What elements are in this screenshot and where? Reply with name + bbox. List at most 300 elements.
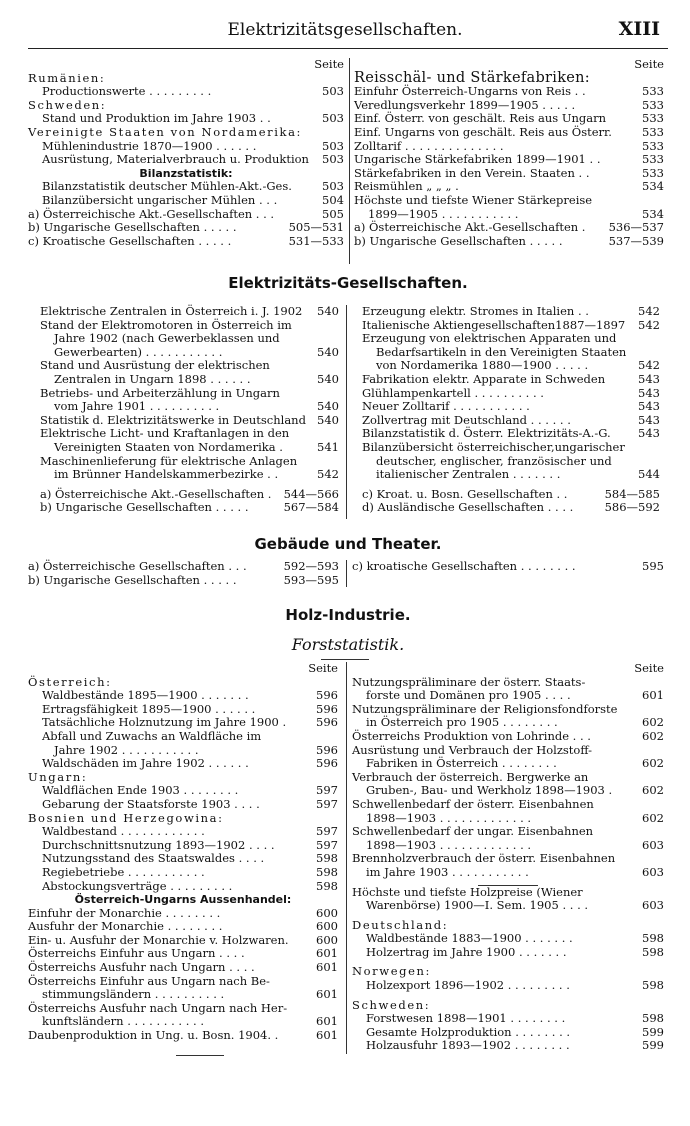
entry-page-ref: 537—539 [608,233,664,248]
entry-text: Höchste und tiefste Wiener Stärkepreise [354,192,593,207]
entry-page-ref: 598 [642,944,664,959]
entry-page-ref: 505 [322,206,344,221]
index-entry [40,346,339,360]
entry-text: d) Ausländische Gesellschaften . . . . [362,500,574,515]
entry-text: Schweden: [352,997,431,1012]
index-entry [362,468,660,482]
index-entry [28,852,338,866]
entry-text: im Brünner Handelskammerbezirke . . [54,467,279,482]
entry-text: 1898—1903 . . . . . . . . . . . . . [366,810,532,825]
entry-page-ref: 597 [316,824,338,839]
top-left-column [28,58,344,248]
index-entry [352,1026,664,1040]
entry-page-ref: 595 [642,559,664,573]
entry-text: Holzausfuhr 1893—1902 . . . . . . . . [366,1038,570,1053]
index-entry [40,441,339,455]
entry-page-ref: 503 [322,152,344,167]
entry-page-ref: 602 [642,728,664,743]
entry-page-ref: 601 [642,688,664,703]
subsection-heading-forst: Forststatistik. [291,635,405,654]
entry-page-ref: 533 [642,111,664,126]
entry-text: a) Österreichische Gesellschaften . . . [28,559,247,573]
index-subheading [28,99,344,113]
holz-right-column [352,662,664,1053]
entry-page-ref: 603 [642,864,664,879]
entry-text: Erzeugung von elektrischen Apparaten und [362,331,617,346]
entry-text: Bilanzübersicht ungarischer Mühlen . . . [42,192,278,207]
index-entry [352,839,664,853]
index-subheading [28,893,338,907]
entry-page-ref: 598 [316,864,338,879]
entry-page-ref: 601 [316,946,338,961]
entry-text: Regiebetriebe . . . . . . . . . . . [42,864,205,879]
gebaeude-left-column [28,560,339,587]
entry-text: Österreich: [28,674,112,689]
top-right-column [354,58,664,248]
entry-text: Stand der Elektromotoren in Österreich im [40,317,292,332]
entry-text: Deutschland: [352,917,449,932]
column-page-heading [28,58,344,72]
entry-page-ref: 602 [642,810,664,825]
index-entry [28,689,338,703]
entry-text: 1898—1903 . . . . . . . . . . . . . [366,837,532,852]
column-divider [346,560,347,587]
index-entry [352,676,664,690]
index-subheading [354,69,664,86]
entry-text: Waldflächen Ende 1903 . . . . . . . . [42,783,239,798]
index-entry [354,167,664,181]
gebaeude-right-column [352,560,664,574]
index-entry [352,812,664,826]
entry-page-ref: 593—595 [283,572,339,587]
index-entry [354,153,664,167]
index-entry [352,886,664,900]
entry-page-ref: 596 [316,742,338,757]
index-entry [352,825,664,839]
entry-page-ref: 542 [638,358,660,373]
entry-text: c) Kroatische Gesellschaften . . . . . [28,233,232,248]
subsection-rule [321,659,369,660]
index-entry [352,1012,664,1026]
column-divider [349,58,350,264]
entry-text: Schwellenbedarf der ungar. Eisenbahnen [352,824,594,839]
entry-page-ref: 601 [316,960,338,975]
index-entry [40,305,339,319]
index-entry [40,455,339,469]
entry-text: Erzeugung elektr. Stromes in Italien . . [362,304,589,318]
column-divider [346,662,347,1054]
entry-page-ref: 598 [642,931,664,946]
entry-text: Italienische Aktiengesellschaften1887—1897 [362,317,626,332]
index-entry [28,208,344,222]
index-entry [352,852,664,866]
entry-text: Holzexport 1896—1902 . . . . . . . . . [366,978,570,993]
holz-left-column [28,662,338,1043]
entry-text: Fabriken in Österreich . . . . . . . . [366,756,557,771]
entry-text: italienischer Zentralen . . . . . . . [376,467,561,482]
entry-text: Einf. Ungarns von geschält. Reis aus Österr. [354,124,612,139]
entry-text: Einf. Österr. von geschält. Reis aus Ungarn [354,111,607,126]
index-entry [40,501,339,515]
entry-page-ref: 601 [316,987,338,1002]
index-entry [362,414,660,428]
entry-text: Forstwesen 1898—1901 . . . . . . . . [366,1011,566,1026]
entry-text: Gruben-, Bau- und Werkholz 1898—1903 . [366,783,613,798]
entry-page-ref: 602 [642,715,664,730]
entry-text: forste und Domänen pro 1905 . . . . [366,688,571,703]
entry-text: Zentralen in Ungarn 1898 . . . . . . [54,371,251,386]
entry-text: Mühlenindustrie 1870—1900 . . . . . . [42,138,257,153]
entry-text: Reisschäl- und Stärkefabriken: [354,69,590,86]
entry-text: Verbrauch der österreich. Bergwerke an [352,769,589,784]
entry-page-ref: 504 [322,192,344,207]
entry-page-ref: 584—585 [604,486,660,501]
index-entry [354,99,664,113]
index-entry [28,180,344,194]
entry-page-ref: 533 [642,124,664,139]
index-entry [28,1002,338,1016]
index-subheading [28,167,344,181]
index-subheading [28,771,338,785]
entry-text: Gebarung der Staatsforste 1903 . . . . [42,796,260,811]
entry-text: Stand und Ausrüstung der elektrischen [40,358,270,373]
index-entry [28,947,338,961]
entry-page-ref: 505—531 [288,220,344,235]
index-entry [352,932,664,946]
index-entry [40,319,339,333]
entry-text: Ausrüstung, Materialverbrauch u. Produktion [42,152,309,167]
index-entry [28,153,344,167]
index-entry [28,560,339,574]
entry-text: Schwellenbedarf der österr. Eisenbahnen [352,796,594,811]
entry-text: Österreichs Ausfuhr nach Ungarn . . . . [28,960,255,975]
section-heading-holz: Holz-Industrie. [285,606,411,624]
index-subheading [28,676,338,690]
index-entry [28,235,344,249]
entry-page-ref: 600 [316,932,338,947]
index-entry [28,703,338,717]
entry-page-ref: 597 [316,783,338,798]
entry-text: Tatsächliche Holznutzung im Jahre 1900 . [42,715,287,730]
index-entry [354,208,664,222]
index-entry [354,112,664,126]
entry-text: Zollvertrag mit Deutschland . . . . . . [362,412,571,427]
index-entry [40,468,339,482]
column-divider [346,305,347,519]
entry-page-ref: 503 [322,179,344,194]
index-entry [352,757,664,771]
index-entry [362,387,660,401]
entry-text: Vereinigte Staaten von Nordamerika: [28,124,303,139]
entry-text: Österreichs Einfuhr aus Ungarn nach Be- [28,973,270,988]
index-entry [352,946,664,960]
index-entry [362,332,660,346]
entry-text: Neuer Zolltarif . . . . . . . . . . . [362,399,530,414]
entry-page-ref: 533 [642,97,664,112]
index-entry [28,880,338,894]
index-entry [28,866,338,880]
entry-text: Seite [634,661,664,675]
index-entry [362,305,660,319]
closing-rule-left [176,1055,224,1056]
index-subheading [28,812,338,826]
entry-text: Österreich-Ungarns Aussenhandel: [74,893,292,907]
entry-page-ref: 601 [316,1028,338,1043]
index-entry [28,784,338,798]
index-entry [352,866,664,880]
entry-page-ref: 597 [316,837,338,852]
entry-page-ref: 541 [317,439,339,454]
index-entry [28,716,338,730]
entry-page-ref: 567—584 [283,500,339,515]
entry-text: Holzertrag im Jahre 1900 . . . . . . . [366,944,567,959]
index-entry [354,194,664,208]
entry-page-ref: 503 [322,84,344,99]
column-page-heading [352,662,664,676]
index-entry [354,140,664,154]
entry-text: Bilanzstatistik d. Österr. Elektrizitäts-A.-G. [362,426,611,441]
entry-text: Betriebs- und Arbeiterzählung in Ungarn [40,385,280,400]
entry-text: Einfuhr Österreich-Ungarns von Reis . . [354,84,586,99]
elektrizitaet-left-column [40,305,339,515]
index-entry [40,373,339,387]
entry-text: Abstockungsverträge . . . . . . . . . [42,878,233,893]
entry-text: Stand und Produktion im Jahre 1903 . . [42,111,271,126]
entry-text: Stärkefabriken in den Verein. Staaten . . [354,165,590,180]
entry-page-ref: 543 [638,399,660,414]
block-rule-right [478,885,538,886]
entry-page-ref: 586—592 [604,500,660,515]
entry-page-ref: 544—566 [283,486,339,501]
entry-text: Brennholzverbrauch der österr. Eisenbahnen [352,851,616,866]
index-entry [28,757,338,771]
entry-text: Einfuhr der Monarchie . . . . . . . . [28,905,221,920]
entry-text: a) Österreichische Akt.-Gesellschaften . [354,220,586,235]
entry-page-ref: 596 [316,701,338,716]
entry-page-ref: 533 [642,138,664,153]
entry-page-ref: 534 [642,206,664,221]
entry-page-ref: 531—533 [288,233,344,248]
index-entry [354,235,664,249]
index-entry [28,112,344,126]
entry-text: Ausfuhr der Monarchie . . . . . . . . [28,919,223,934]
entry-text: Productionswerte . . . . . . . . . [42,84,212,99]
entry-text: stimmungsländern . . . . . . . . . . [42,987,225,1002]
entry-page-ref: 540 [317,412,339,427]
entry-text: Daubenproduktion in Ung. u. Bosn. 1904. . [28,1028,279,1043]
entry-text: Norwegen: [352,964,431,979]
entry-text: Bilanzstatistik deutscher Mühlen-Akt.-Ges. [42,179,292,194]
entry-page-ref: 540 [317,304,339,318]
index-entry [362,441,660,455]
index-entry [362,427,660,441]
index-entry [28,839,338,853]
entry-text: c) kroatische Gesellschaften . . . . . . . . [352,559,576,573]
index-entry [28,744,338,758]
index-entry [28,194,344,208]
index-entry [352,703,664,717]
index-entry [352,771,664,785]
entry-page-ref: 543 [638,426,660,441]
entry-page-ref: 533 [642,152,664,167]
entry-text: Zolltarif . . . . . . . . . . . . . . [354,138,504,153]
entry-text: Gesamte Holzproduktion . . . . . . . . [366,1024,571,1039]
index-entry [28,85,344,99]
page-number: XIII [618,18,660,40]
entry-text: Österreichs Ausfuhr nach Ungarn nach Her- [28,1000,288,1015]
index-entry [40,359,339,373]
entry-text: Ungarn: [28,769,88,784]
entry-text: Statistik d. Elektrizitätswerke in Deutschland [40,412,306,427]
entry-text: Ein- u. Ausfuhr der Monarchie v. Holzwaren. [28,932,289,947]
index-entry [362,346,660,360]
section-heading-elektrizitaet: Elektrizitäts-Gesellschaften. [228,274,468,292]
entry-text: Jahre 1902 (nach Gewerbeklassen und [54,331,280,346]
entry-page-ref: 544 [638,467,660,482]
entry-page-ref: 536—537 [608,220,664,235]
index-entry [28,907,338,921]
entry-text: Waldbestand . . . . . . . . . . . . [42,824,205,839]
index-subheading [352,965,664,979]
entry-page-ref: 542 [638,317,660,332]
entry-page-ref: 602 [642,783,664,798]
entry-text: Warenbörse) 1900—I. Sem. 1905 . . . . [366,898,589,913]
entry-page-ref: 543 [638,371,660,386]
entry-page-ref: 598 [642,1011,664,1026]
index-entry [352,899,664,913]
index-subheading [352,999,664,1013]
index-entry [28,574,339,588]
index-entry [352,730,664,744]
entry-text: Maschinenlieferung für elektrische Anlagen [40,453,298,468]
index-entry [352,979,664,993]
entry-page-ref: 596 [316,715,338,730]
entry-text: Nutzungsstand des Staatswaldes . . . . [42,851,265,866]
entry-text: Reismühlen „ „ „ . [354,179,459,194]
index-entry [40,488,339,502]
entry-text: Bedarfsartikeln in den Vereinigten Staaten [376,344,627,359]
index-entry [354,221,664,235]
index-entry [352,1039,664,1053]
index-entry [28,1015,338,1029]
index-entry [362,400,660,414]
index-entry [40,427,339,441]
entry-text: Veredlungsverkehr 1899—1905 . . . . . [354,97,576,112]
entry-text: Nutzungspräliminare der Religionsfondforste [352,701,618,716]
entry-text: Vereinigten Staaten von Nordamerika . [54,439,283,454]
entry-text: Elektrische Zentralen in Österreich i. J. 1902 [40,304,303,318]
entry-text: Seite [634,57,664,71]
entry-text: Nutzungspräliminare der österr. Staats- [352,674,586,689]
entry-text: vom Jahre 1901 . . . . . . . . . . [54,399,220,414]
entry-text: b) Ungarische Gesellschaften . . . . . [28,572,237,587]
entry-text: Gewerbearten) . . . . . . . . . . . [54,344,223,359]
entry-text: Seite [314,57,344,71]
entry-text: Waldbestände 1895—1900 . . . . . . . [42,688,249,703]
entry-text: Ertragsfähigkeit 1895—1900 . . . . . . [42,701,256,716]
entry-text: Schweden: [28,97,107,112]
entry-text: 1899—1905 . . . . . . . . . . . [368,206,519,221]
index-entry [28,221,344,235]
entry-text: Abfall und Zuwachs an Waldfläche im [42,728,262,743]
index-entry [354,126,664,140]
index-entry [354,85,664,99]
index-entry [352,784,664,798]
index-entry [28,140,344,154]
entry-page-ref: 540 [317,344,339,359]
entry-text: a) Österreichische Akt.-Gesellschaften . . . [28,206,275,221]
entry-text: deutscher, englischer, französischer und [376,453,612,468]
index-subheading [28,72,344,86]
entry-text: Seite [308,661,338,675]
entry-text: Ungarische Stärkefabriken 1899—1901 . . [354,152,601,167]
entry-page-ref: 599 [642,1038,664,1053]
page-header [0,14,690,44]
entry-page-ref: 601 [316,1014,338,1029]
entry-text: a) Österreichische Akt.-Gesellschaften . [40,486,272,501]
entry-text: Waldbestände 1883—1900 . . . . . . . [366,931,573,946]
index-entry [362,501,660,515]
entry-text: Höchste und tiefste Holzpreise (Wiener [352,884,583,899]
index-entry [354,180,664,194]
entry-page-ref: 602 [642,756,664,771]
index-entry [28,1029,338,1043]
entry-text: Elektrische Licht- und Kraftanlagen in den [40,426,290,441]
index-entry [362,319,660,333]
entry-page-ref: 534 [642,179,664,194]
entry-text: Österreichs Produktion von Lohrinde . . . [352,728,591,743]
entry-text: b) Ungarische Gesellschaften . . . . . [354,233,563,248]
index-entry [40,332,339,346]
index-entry [40,387,339,401]
index-entry [40,400,339,414]
section-heading-gebaeude: Gebäude und Theater. [254,535,442,553]
index-subheading [352,919,664,933]
index-entry [28,934,338,948]
entry-page-ref: 533 [642,165,664,180]
entry-text: Rumänien: [28,70,106,85]
entry-text: im Jahre 1903 . . . . . . . . . . . [366,864,529,879]
index-entry [28,975,338,989]
entry-page-ref: 598 [316,851,338,866]
entry-page-ref: 596 [316,756,338,771]
entry-page-ref: 592—593 [283,559,339,573]
index-entry [352,798,664,812]
index-entry [28,961,338,975]
index-entry [362,359,660,373]
index-entry [352,716,664,730]
entry-text: Jahre 1902 . . . . . . . . . . . [54,742,199,757]
entry-text: Fabrikation elektr. Apparate in Schweden [362,371,606,386]
entry-text: von Nordamerika 1880—1900 . . . . . [376,358,589,373]
entry-text: b) Ungarische Gesellschaften . . . . . [40,500,249,515]
index-entry [40,414,339,428]
entry-page-ref: 542 [317,467,339,482]
index-entry [28,920,338,934]
entry-text: Bilanzstatistik: [139,166,233,180]
entry-page-ref: 533 [642,84,664,99]
index-entry [352,560,664,574]
entry-page-ref: 603 [642,898,664,913]
index-entry [28,988,338,1002]
entry-page-ref: 540 [317,371,339,386]
entry-text: b) Ungarische Gesellschaften . . . . . [28,220,237,235]
entry-page-ref: 540 [317,399,339,414]
entry-text: Glühlampenkartell . . . . . . . . . . [362,385,544,400]
entry-text: Bosnien und Herzegowina: [28,810,224,825]
entry-page-ref: 542 [638,304,660,318]
index-entry [28,730,338,744]
